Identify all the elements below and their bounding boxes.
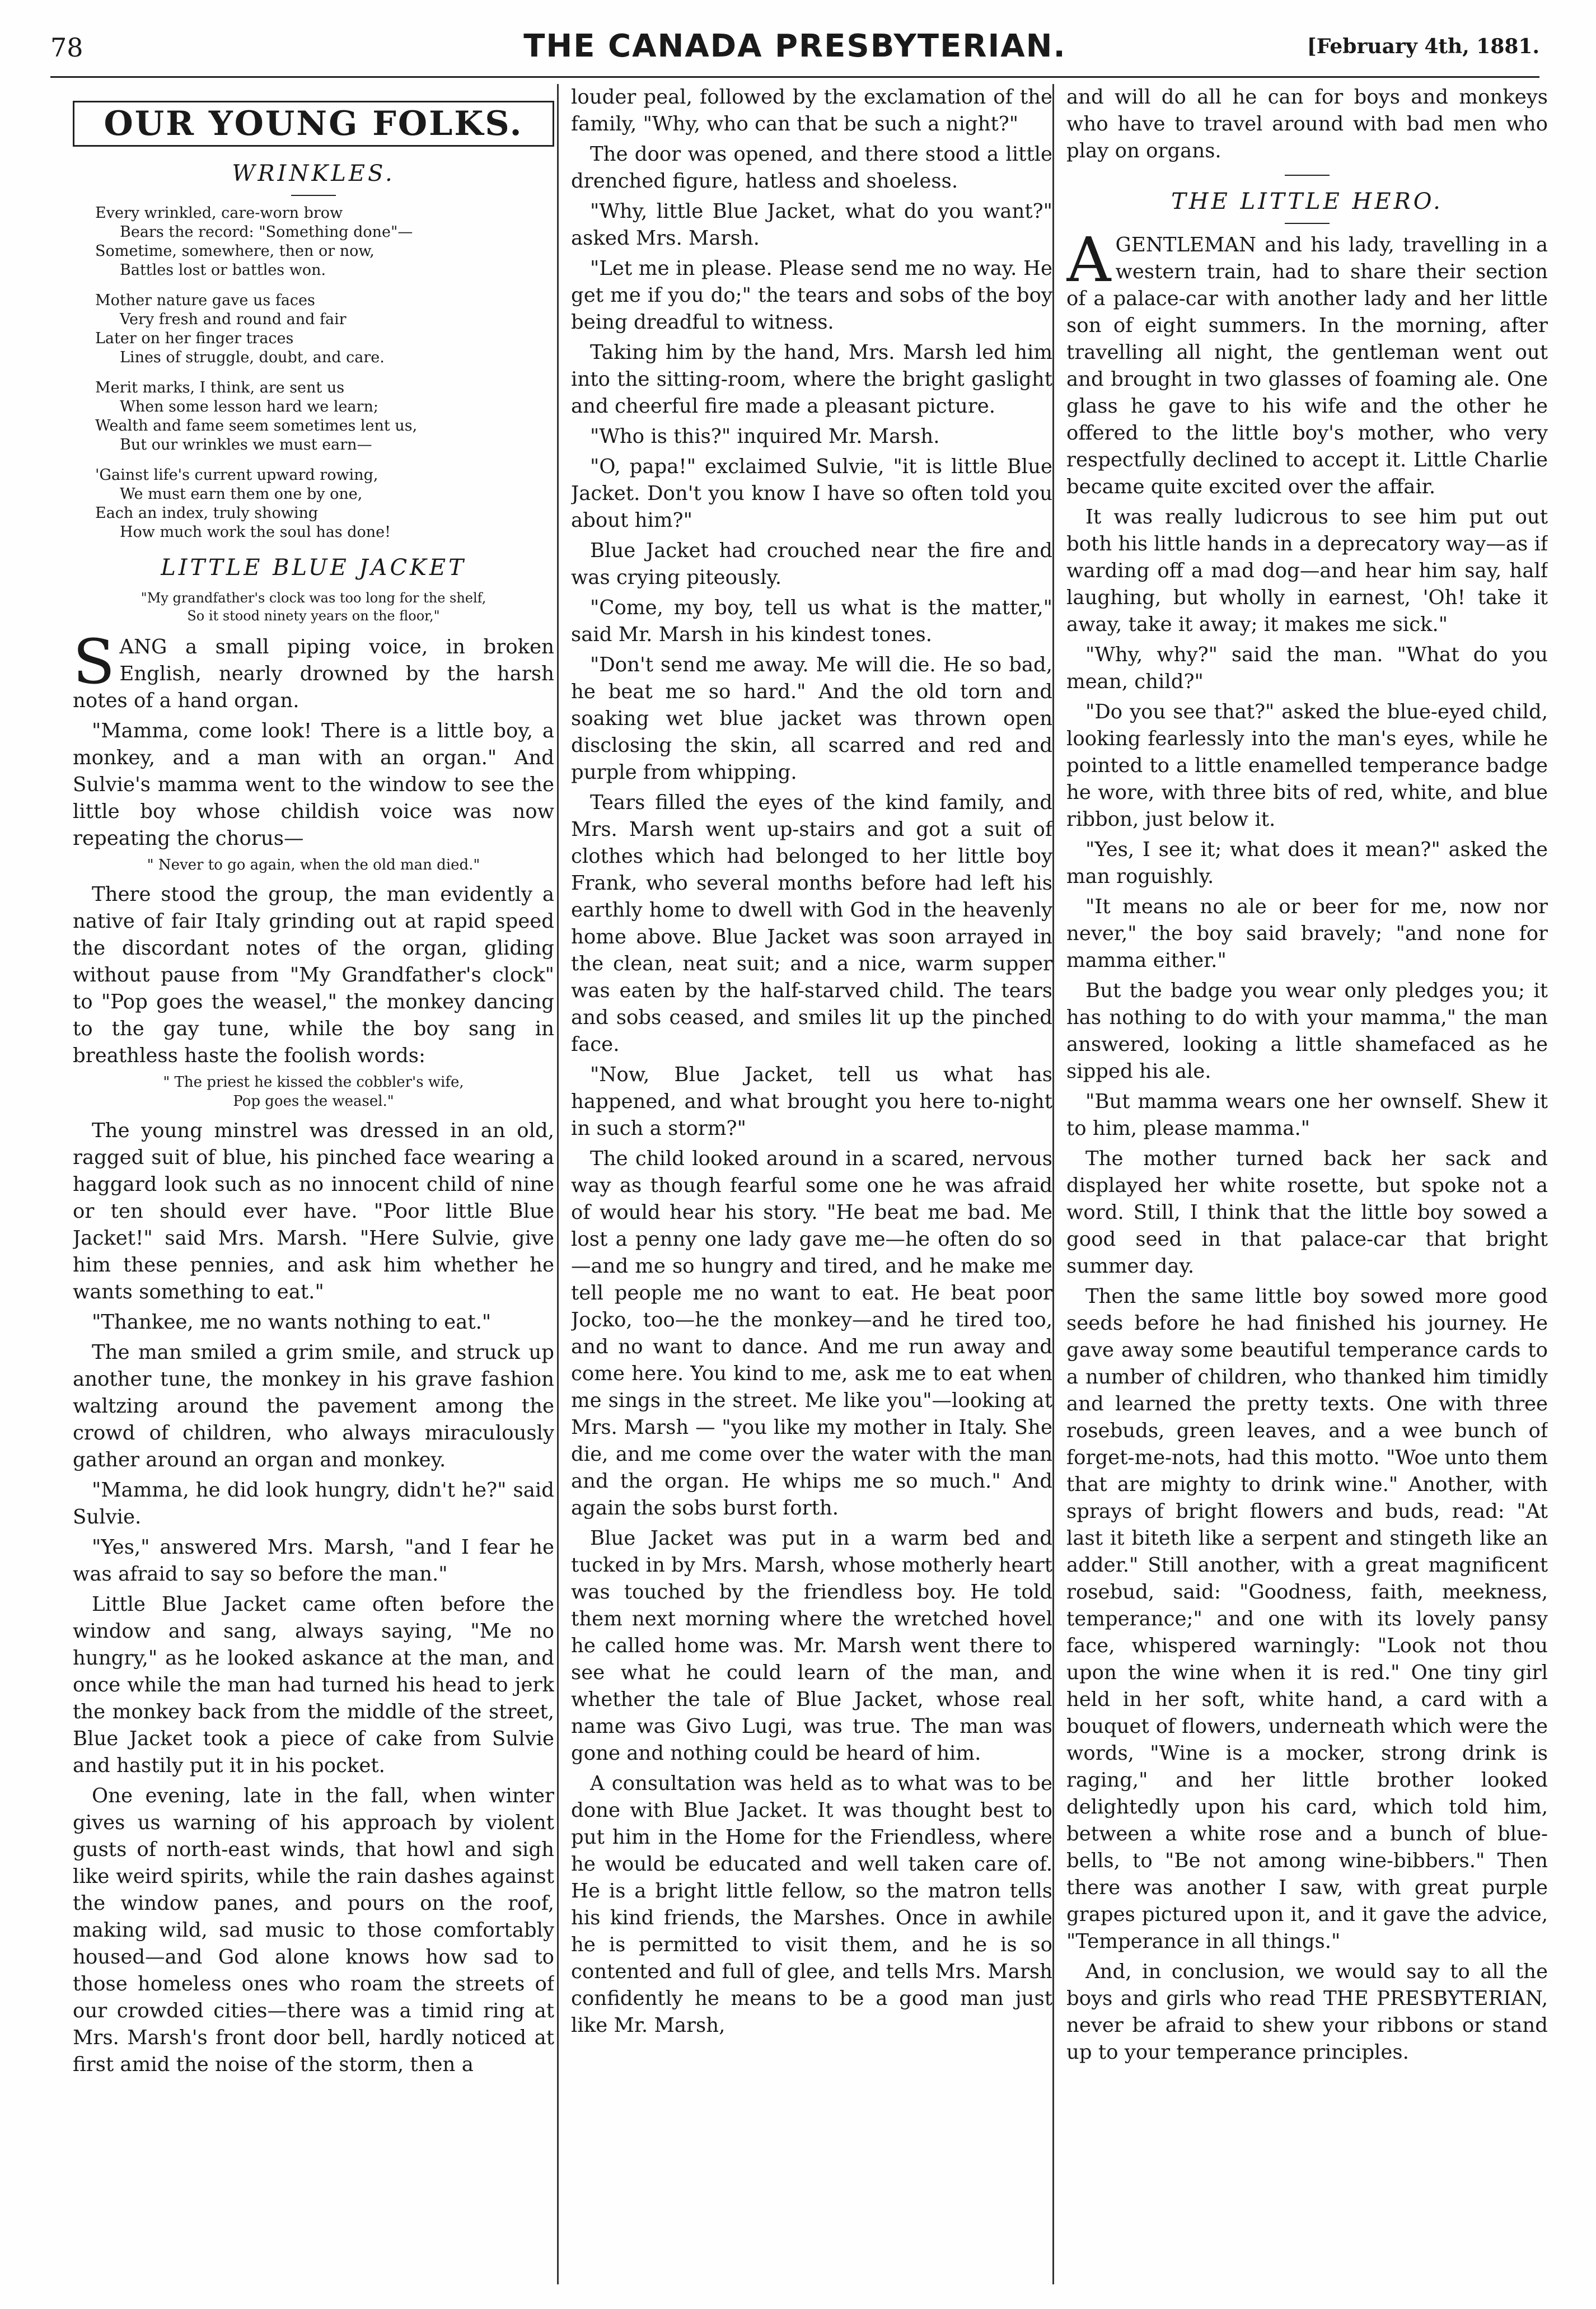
quote xyxy=(73,1073,554,1111)
paragraph: "Come, my boy, tell us what is the matter," said Mr. Marsh in his kindest tones. xyxy=(571,596,1052,646)
poem-body xyxy=(95,204,554,542)
poem-line: Bears the record: "Something done"— xyxy=(120,223,413,241)
poem-line: Wealth and fame seem sometimes lent us, xyxy=(95,417,418,434)
poem-line: Mother nature gave us faces xyxy=(95,292,315,309)
paragraph: "Who is this?" inquired Mr. Marsh. xyxy=(590,425,940,448)
story-title: LITTLE BLUE JACKET xyxy=(161,555,466,581)
masthead-title: THE CANADA PRESBYTERIAN. xyxy=(523,28,1066,64)
story-title: THE LITTLE HERO. xyxy=(1171,189,1443,214)
drop-cap: S xyxy=(73,626,115,698)
paragraph: The door was opened, and there stood a little drenched figure, hatless and shoeless. xyxy=(571,143,1052,193)
poem-line: Later on her finger traces xyxy=(95,330,294,347)
epigraph-line: "My grandfather's clock was too long for the shelf, xyxy=(141,590,486,606)
paragraph xyxy=(1066,224,1548,501)
paragraph: There stood the group, the man evidently a native of fair Italy grinding out at rapid speed the discordant notes of the organ, gliding without pause from "My Grandfather's clock" to "Pop goes the weasel," the monkey dancing to the gay tune, while the boy sang in breathless haste the foolish words: xyxy=(73,883,554,1067)
paragraph: "Don't send me away. Me will die. He so bad, he beat me so hard." And the old torn and soaking wet blue jacket was thrown open disclosing the skin, all scarred and red and purple from whipping. xyxy=(571,653,1052,784)
column-2 xyxy=(571,84,1052,2290)
poem-line: Merit marks, I think, are sent us xyxy=(95,379,345,396)
paragraph: "Yes," answered Mrs. Marsh, "and I fear he was afraid to say so before the man." xyxy=(73,1536,554,1586)
paragraph: "Mamma, he did look hungry, didn't he?" said Sulvie. xyxy=(73,1479,554,1529)
paragraph-text: GENTLEMAN and his lady, travelling in a western train, had to share their section of a palace-car with another lady and her little son of eight summers. In the morning, after travelling all night, the gentleman went out and brought in two glasses of foaming ale. One glass he gave to his wife and the other he offered to the little boy's mother, who very respectfully declined to accept it. Little Charlie became quite excited over the affair. xyxy=(1066,233,1548,498)
paragraph: The mother turned back her sack and displayed her white rosette, but spoke not a word. Still, I think that the little boy sowed a good seed in that palace-car that bright summer day. xyxy=(1066,1147,1548,1278)
poem-line: Sometime, somewhere, then or now, xyxy=(95,242,375,260)
paragraph: Taking him by the hand, Mrs. Marsh led him into the sitting-room, where the bright gaslight and cheerful fire made a pleasant picture. xyxy=(571,341,1052,418)
poem-stanza xyxy=(95,378,554,455)
paragraph: And, in conclusion, we would say to all the boys and girls who read THE PRESBYTERIAN, never be afraid to shew your ribbons or stand up to your temperance principles. xyxy=(1066,1960,1548,2064)
paragraph: "Yes, I see it; what does it mean?" asked the man roguishly. xyxy=(1066,838,1548,888)
column-3 xyxy=(1066,84,1548,2290)
paragraph: "Mamma, come look! There is a little boy, a monkey, and a man with an organ." And Sulvie's mamma went to the window to see the little boy whose childish voice was now repeating the chorus— xyxy=(73,719,554,850)
page-header xyxy=(50,28,1539,73)
poem-line: Very fresh and round and fair xyxy=(120,311,347,328)
quote: " Never to go again, when the old man died." xyxy=(147,857,480,873)
paragraph: Then the same little boy sowed more good seeds before he had finished his journey. He gave away some beautiful temperance cards to a number of children, who thanked him timidly and learned the pretty texts. One with three rosebuds, green leaves, and a wee bunch of forget-me-nots, had this motto. "Woe unto them that are mighty to drink wine." Another, with sprays of bright flowers and buds, read: "At last it biteth like a serpent and stingeth like an adder." Still another, with a great magnificent rosebud, said: "Goodness, faith, meekness, temperance;" and one with its lovely pansy face, whispered warningly: "Look not thou upon the wine when it is red." One tiny girl held in her soft, white hand, a card with a bouquet of flowers, underneath which were the words, "Wine is a mocker, strong drink is raging," and her little brother looked delightedly upon his card, which told him, between a white rose and a bunch of blue-bells, to "Be not among wine-bibbers." Then there was another I saw, with great purple grapes pictured upon it, and it gave the advice, "Temperance in all things." xyxy=(1066,1285,1548,1953)
paragraph: "O, papa!" exclaimed Sulvie, "it is little Blue Jacket. Don't you know I have so often told you about him?" xyxy=(571,455,1052,532)
poem-stanza xyxy=(95,466,554,542)
story-divider xyxy=(1285,175,1330,176)
paragraph: It was really ludicrous to see him put out both his little hands in a deprecatory way—as if warding off a mad dog—and hear him say, half laughing, but wholly in earnest, 'Oh! take it away, take it away; it makes me sick." xyxy=(1066,506,1548,636)
paragraph: "Why, little Blue Jacket, what do you want?" asked Mrs. Marsh. xyxy=(571,200,1052,250)
paragraph-text: ANG a small piping voice, in broken English, nearly drowned by the harsh notes of a hand organ. xyxy=(73,635,554,712)
poem-line: 'Gainst life's current upward rowing, xyxy=(95,466,378,484)
poem-line: When some lesson hard we learn; xyxy=(120,398,378,415)
poem-line: Every wrinkled, care-worn brow xyxy=(95,204,343,222)
paragraph: "Now, Blue Jacket, tell us what has happened, and what brought you here to-night in such a storm?" xyxy=(571,1063,1052,1140)
page-number: 78 xyxy=(50,32,83,63)
paragraph: The man smiled a grim smile, and struck up another tune, the monkey in his grave fashion waltzing around the pavement among the crowd of children, who always miraculously gather around an organ and monkey. xyxy=(73,1341,554,1471)
column-1 xyxy=(73,84,554,2290)
paragraph: "But mamma wears one her ownself. Shew it to him, please mamma." xyxy=(1066,1090,1548,1140)
paragraph xyxy=(73,626,554,714)
paragraph: Blue Jacket had crouched near the fire and was crying piteously. xyxy=(571,539,1052,589)
section-title: OUR YOUNG FOLKS. xyxy=(73,101,554,147)
paragraph: The child looked around in a scared, nervous way as though fearful some one he was afraid of would hear his story. "He beat me bad. Me lost a penny one lady gave me—he often do so—and me so hungry and tired, and he make me tell people me no want to eat. He beat poor Jocko, too—he the monkey—and he tired too, and no want to dance. And me run away and come here. You kind to me, ask me to eat when me sings in the street. Me like you"—looking at Mrs. Marsh — "you like my mother in Italy. She die, and me come over the water with the man and the organ. He whips me so much." And again the sobs burst forth. xyxy=(571,1147,1052,1520)
poem-line: Each an index, truly showing xyxy=(95,504,319,522)
poem-line: We must earn them one by one, xyxy=(120,485,363,503)
drop-cap: A xyxy=(1066,224,1111,296)
quote-line: Pop goes the weasel." xyxy=(233,1093,394,1110)
poem-line: How much work the soul has done! xyxy=(120,524,391,541)
poem-line: But our wrinkles we must earn— xyxy=(120,436,372,454)
poem-stanza xyxy=(95,291,554,367)
paragraph: But the badge you wear only pledges you; it has nothing to do with your mamma," the man answered, looking a little shamefaced as he sipped his ale. xyxy=(1066,979,1548,1083)
paragraph: "Why, why?" said the man. "What do you mean, child?" xyxy=(1066,643,1548,693)
poem-stanza xyxy=(95,204,554,280)
poem-line: Lines of struggle, doubt, and care. xyxy=(120,349,385,366)
poem-line: Battles lost or battles won. xyxy=(120,261,326,279)
paragraph: Blue Jacket was put in a warm bed and tucked in by Mrs. Marsh, whose motherly heart was touched by the friendless boy. He told them next morning where the wretched hovel he called home was. Mr. Marsh went there to see what he could learn of the man, and whether the tale of Blue Jacket, whose real name was Givo Lugi, was true. The man was gone and nothing could be heard of him. xyxy=(571,1527,1052,1765)
paragraph: "Thankee, me no wants nothing to eat." xyxy=(92,1311,492,1334)
quote-line: " The priest he kissed the cobbler's wife, xyxy=(163,1074,464,1091)
epigraph-line: So it stood ninety years on the floor," xyxy=(187,608,440,624)
paragraph: louder peal, followed by the exclamation of the family, "Why, who can that be such a night?" xyxy=(571,86,1052,135)
paragraph: Tears filled the eyes of the kind family, and Mrs. Marsh went up-stairs and got a suit of clothes which had belonged to her little boy Frank, who several months before had left his earthly home to dwell with God in the heavenly home above. Blue Jacket was soon arrayed in the clean, neat suit; and a nice, warm supper was eaten by the half-starved child. The tears and sobs ceased, and smiles lit up the pinched face. xyxy=(571,791,1052,1056)
paragraph: Little Blue Jacket came often before the window and sang, always saying, "Me no hungry," as he looked askance at the man, and once while the man had turned his head to jerk the monkey back from the middle of the street, Blue Jacket took a piece of cake from Sulvie and hastily put it in his pocket. xyxy=(73,1593,554,1777)
paragraph: "It means no ale or beer for me, now nor never," the boy said bravely; "and none for mamma either." xyxy=(1066,895,1548,972)
paragraph: A consultation was held as to what was to be done with Blue Jacket. It was thought best to put him in the Home for the Friendless, where he would be educated and well taken care of. He is a bright little fellow, so the matron tells his kind friends, the Marshes. Once in awhile he is permitted to visit them, and he is so contented and full of glee, and tells Mrs. Marsh confidently he means to be a good man just like Mr. Marsh, xyxy=(571,1772,1052,2037)
paragraph: and will do all he can for boys and monkeys who have to travel around with bad men who play on organs. xyxy=(1066,86,1548,162)
paragraph: One evening, late in the fall, when winter gives us warning of his approach by violent gusts of north-east winds, that howl and sigh like weird spirits, while the rain dashes against the window panes, and pours on the roof, making wild, sad music to those comfortably housed—and God alone knows how sad to those homeless ones who roam the streets of our crowded cities—there was a timid ring at Mrs. Marsh's front door bell, hardly noticed at first amid the noise of the storm, then a xyxy=(73,1784,554,2076)
epigraph xyxy=(73,589,554,625)
paragraph: "Let me in please. Please send me no way. He get me if you do;" the tears and sobs of the boy being dreadful to witness. xyxy=(571,257,1052,334)
title-rule xyxy=(1285,223,1330,224)
title-rule xyxy=(291,195,336,196)
column-separator xyxy=(557,84,559,2284)
paragraph: The young minstrel was dressed in an old, ragged suit of blue, his pinched face wearing a haggard look such as no innocent child of nine or ten should ever have. "Poor little Blue Jacket!" said Mrs. Marsh. "Here Sulvie, give him these pennies, and ask him whether he wants something to eat." xyxy=(73,1119,554,1303)
issue-date: [February 4th, 1881. xyxy=(1307,35,1539,58)
column-separator xyxy=(1052,84,1054,2284)
header-rule xyxy=(50,76,1539,78)
poem-title: WRINKLES. xyxy=(232,161,395,186)
paragraph: "Do you see that?" asked the blue-eyed child, looking fearlessly into the man's eyes, while he pointed to a little enamelled temperance badge he wore, with three bits of red, white, and blue ribbon, just below it. xyxy=(1066,700,1548,831)
